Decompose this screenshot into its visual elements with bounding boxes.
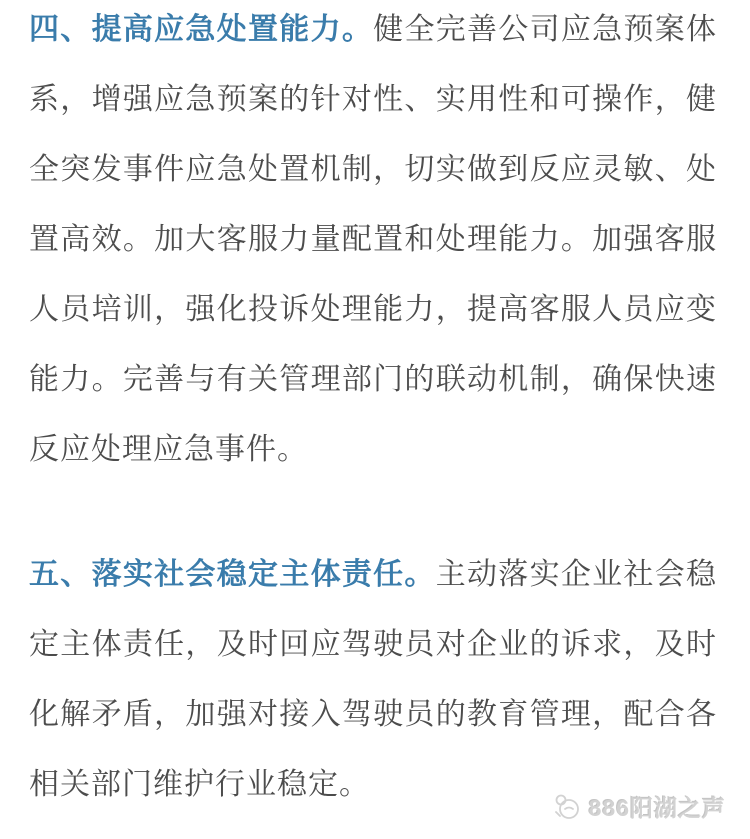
section-five-body-text: 主动落实企业社会稳定主体责任，及时回应驾驶员对企业的诉求，及时化解矛盾，加强对接入驾驶员的教育管理，配合各相关部门维护行业稳定。	[29, 558, 718, 801]
watermark	[553, 790, 726, 823]
section-four-paragraph	[29, 0, 717, 485]
section-five-heading: 五、落实社会稳定主体责任。	[29, 558, 436, 591]
broadcast-mascot-icon	[553, 792, 583, 822]
section-four-body-text: 健全完善公司应急预案体系，增强应急预案的针对性、实用性和可操作，健全突发事件应急处置机制，切实做到反应灵敏、处置高效。加大客服力量配置和处理能力。加强客服人员培训，强化投诉处理能力，提高客服人员应变能力。完善与有关管理部门的联动机制，确保快速反应处理应急事件。	[29, 13, 718, 466]
section-five-paragraph	[29, 540, 717, 820]
watermark-label: 886阳湖之声	[588, 795, 726, 821]
section-four-heading: 四、提高应急处置能力。	[29, 13, 374, 46]
